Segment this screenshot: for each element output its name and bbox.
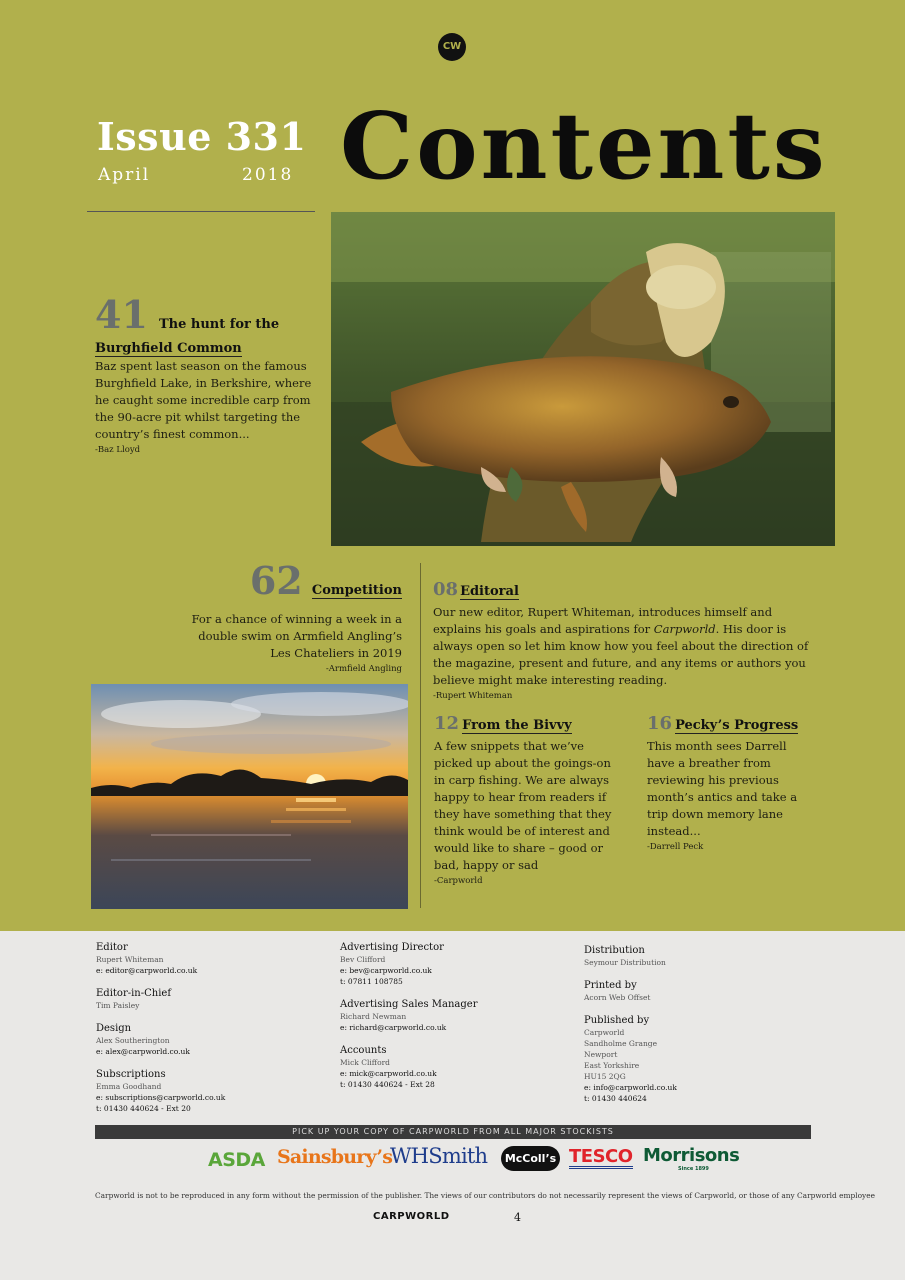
feature-article[interactable]	[95, 292, 320, 455]
mccolls-logo: McColl’s	[501, 1146, 560, 1171]
sunset-lake-illustration	[91, 684, 408, 909]
editorial-body	[433, 604, 818, 689]
morrisons-since-label: Since 1899	[678, 1166, 709, 1172]
angler-carp-illustration	[331, 212, 835, 546]
credits-column-1	[96, 941, 316, 1125]
credit-name: Carpworld	[584, 1028, 625, 1037]
editorial-body-part2: . His door is always open so let him know how you feel about the direction of the magazine, present and future, and any items or authors you believe might make interesting reading.	[433, 622, 809, 687]
carpworld-badge-logo: CW	[438, 33, 466, 61]
credit-role: Subscriptions	[96, 1069, 166, 1080]
morrisons-logo: Morrisons	[643, 1145, 740, 1166]
credit-printed-by	[584, 979, 804, 1003]
credit-email[interactable]: e: alex@carpworld.co.uk	[96, 1047, 190, 1056]
credit-accounts	[340, 1044, 560, 1090]
whsmith-logo: WHSmith	[390, 1144, 488, 1168]
feature-headline-line1: The hunt for the	[158, 317, 280, 332]
credit-role: Distribution	[584, 945, 645, 956]
pecky-page-number: 16	[647, 713, 673, 734]
credits-column-3	[584, 944, 804, 1115]
credit-design	[96, 1022, 316, 1057]
credit-role: Advertising Director	[340, 942, 444, 953]
competition-author: -Armfield Angling	[325, 664, 402, 674]
credit-name: Mick Clifford	[340, 1058, 390, 1067]
credit-role: Design	[96, 1023, 132, 1034]
credit-name: Seymour Distribution	[584, 958, 666, 967]
credit-name: Emma Goodhand	[96, 1082, 162, 1091]
editorial-body-italic: Carpworld	[653, 622, 716, 636]
credit-advertising-director	[340, 941, 560, 987]
pecky-headline: Pecky’s Progress	[675, 718, 799, 733]
competition-body: For a chance of winning a week in a double swim on Armfield Angling’s Les Chateliers in 2019	[191, 612, 402, 660]
pecky-article[interactable]	[647, 714, 817, 852]
bivvy-page-number: 12	[434, 713, 460, 734]
sainsburys-logo: Sainsbury’s	[277, 1146, 393, 1168]
editorial-body-part1: Our new editor, Rupert Whiteman, introduces himself and explains his goals and aspirations for	[433, 605, 773, 636]
page-number: 4	[514, 1211, 521, 1224]
credit-address-line: East Yorkshire	[584, 1061, 640, 1070]
credit-role: Advertising Sales Manager	[340, 999, 478, 1010]
tesco-logo: TESCO	[569, 1146, 633, 1167]
disclaimer-text: Carpworld is not to be reproduced in any form without the permission of the publisher. The views of our contributors do not necessarily represent the views of Carpworld, or those of any Carpworld employee	[95, 1191, 875, 1200]
credit-published-by	[584, 1014, 804, 1104]
title-rule	[87, 211, 315, 212]
credit-distribution	[584, 944, 804, 968]
editorial-article[interactable]	[433, 580, 818, 701]
carpworld-footer-logo: CARPWORLD	[373, 1211, 450, 1222]
credit-email[interactable]: e: mick@carpworld.co.uk	[340, 1069, 437, 1078]
sunset-lake-photo	[91, 684, 408, 909]
credits-column-2	[340, 941, 560, 1101]
credit-role: Published by	[584, 1015, 650, 1026]
credit-subscriptions	[96, 1068, 316, 1114]
credit-address-line: Sandholme Grange	[584, 1039, 658, 1048]
feature-body: Baz spent last season on the famous Burghfield Lake, in Berkshire, where he caught some incredible carp from the 90-acre pit whilst targeting the country’s finest common...	[95, 359, 312, 441]
credit-editor-in-chief	[96, 987, 316, 1011]
column-divider	[420, 563, 421, 908]
bivvy-author: -Carpworld	[434, 876, 483, 886]
bivvy-body: A few snippets that we’ve picked up about the goings-on in carp fishing. We are always happy to hear from readers if they have something that they think would be of interest and would like to share – good or bad, happy or sad	[434, 739, 612, 872]
credit-role: Editor-in-Chief	[96, 988, 172, 999]
feature-page-number: 41	[95, 292, 148, 337]
credit-role: Accounts	[340, 1045, 387, 1056]
competition-page-number: 62	[249, 558, 303, 603]
stockists-banner: PICK UP YOUR COPY OF CARPWORLD FROM ALL MAJOR STOCKISTS	[95, 1125, 811, 1139]
competition-headline: Competition	[311, 583, 402, 598]
credit-email[interactable]: e: richard@carpworld.co.uk	[340, 1023, 447, 1032]
credit-phone[interactable]: t: 01430 440624	[584, 1094, 647, 1103]
credit-email[interactable]: e: subscriptions@carpworld.co.uk	[96, 1093, 226, 1102]
credit-phone[interactable]: t: 01430 440624 - Ext 20	[96, 1104, 191, 1113]
credit-email[interactable]: e: editor@carpworld.co.uk	[96, 966, 198, 975]
credit-email[interactable]: e: info@carpworld.co.uk	[584, 1083, 677, 1092]
credit-role: Printed by	[584, 980, 637, 991]
page-title: Contents	[340, 92, 828, 200]
credit-phone[interactable]: t: 07811 108785	[340, 977, 403, 986]
credit-editor	[96, 941, 316, 976]
feature-headline-line2: Burghfield Common	[95, 341, 242, 356]
credit-name: Rupert Whiteman	[96, 955, 164, 964]
issue-year: 2018	[242, 165, 294, 185]
credit-role: Editor	[96, 942, 128, 953]
credit-name: Richard Newman	[340, 1012, 407, 1021]
credit-name: Acorn Web Offset	[584, 993, 651, 1002]
editorial-author: -Rupert Whiteman	[433, 691, 513, 701]
credit-name: Alex Southerington	[96, 1036, 170, 1045]
credit-name: Tim Paisley	[96, 1001, 140, 1010]
credit-email[interactable]: e: bev@carpworld.co.uk	[340, 966, 432, 975]
pecky-author: -Darrell Peck	[647, 842, 704, 852]
editorial-page-number: 08	[433, 579, 459, 600]
credit-advertising-sales-manager	[340, 998, 560, 1033]
pecky-body: This month sees Darrell have a breather from reviewing his previous month’s antics and take a trip down memory lane instead...	[647, 739, 798, 838]
competition-article[interactable]	[180, 558, 402, 674]
angler-carp-photo	[331, 212, 835, 546]
credit-phone[interactable]: t: 01430 440624 - Ext 28	[340, 1080, 435, 1089]
credit-name: Bev Clifford	[340, 955, 386, 964]
bivvy-headline: From the Bivvy	[462, 718, 572, 733]
asda-logo: ASDA	[208, 1149, 265, 1171]
credit-address-line: Newport	[584, 1050, 618, 1059]
credit-address-line: HU15 2QG	[584, 1072, 626, 1081]
issue-month: April	[98, 165, 151, 185]
editorial-headline: Editoral	[460, 584, 519, 599]
issue-number: Issue 331	[97, 114, 307, 159]
bivvy-article[interactable]	[434, 714, 614, 886]
feature-author: -Baz Lloyd	[95, 445, 141, 455]
